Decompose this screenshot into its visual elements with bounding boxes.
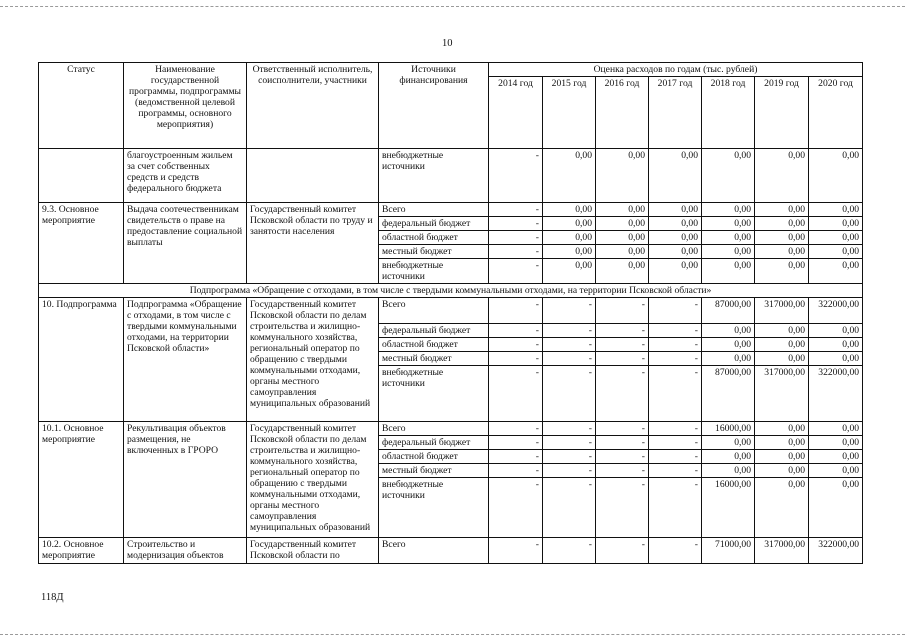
value-cell: 0,00 bbox=[702, 338, 755, 352]
value-cell: - bbox=[489, 217, 543, 231]
table-row bbox=[39, 422, 863, 436]
value-cell: - bbox=[649, 436, 702, 450]
value-cell: 0,00 bbox=[809, 422, 863, 436]
footer-code: 118Д bbox=[41, 592, 64, 603]
status-cell: 9.3. Основное мероприятие bbox=[39, 203, 124, 284]
value-cell: - bbox=[596, 478, 649, 538]
header-status: Статус bbox=[39, 63, 124, 149]
value-cell: 0,00 bbox=[649, 231, 702, 245]
header-name: Наименование государственной программы, подпрограммы (ведомственной целевой программы, основного мероприятия) bbox=[124, 63, 247, 149]
header-year: 2014 год bbox=[489, 77, 543, 149]
value-cell: - bbox=[543, 324, 596, 338]
scan-border-top bbox=[0, 6, 905, 7]
header-year: 2017 год bbox=[649, 77, 702, 149]
value-cell: 0,00 bbox=[543, 245, 596, 259]
value-cell: 0,00 bbox=[755, 324, 809, 338]
value-cell: - bbox=[543, 538, 596, 564]
table-row bbox=[39, 203, 863, 217]
value-cell: - bbox=[489, 203, 543, 217]
value-cell: 0,00 bbox=[649, 259, 702, 284]
source-cell: федеральный бюджет bbox=[379, 217, 489, 231]
value-cell: - bbox=[649, 478, 702, 538]
source-cell: федеральный бюджет bbox=[379, 324, 489, 338]
value-cell: 0,00 bbox=[755, 478, 809, 538]
value-cell: - bbox=[489, 245, 543, 259]
value-cell: - bbox=[596, 436, 649, 450]
value-cell: - bbox=[596, 352, 649, 366]
expenditure-table bbox=[38, 62, 863, 564]
value-cell: 0,00 bbox=[755, 203, 809, 217]
value-cell: 0,00 bbox=[702, 436, 755, 450]
value-cell: 0,00 bbox=[702, 231, 755, 245]
header-year: 2018 год bbox=[702, 77, 755, 149]
value-cell: 0,00 bbox=[649, 149, 702, 203]
value-cell: 0,00 bbox=[809, 217, 863, 231]
value-cell: 0,00 bbox=[809, 149, 863, 203]
value-cell: 317000,00 bbox=[755, 298, 809, 324]
value-cell: 0,00 bbox=[702, 450, 755, 464]
table-row bbox=[39, 538, 863, 564]
value-cell: 0,00 bbox=[755, 259, 809, 284]
value-cell: 0,00 bbox=[755, 422, 809, 436]
header-sources: Источники финансирования bbox=[379, 63, 489, 149]
source-cell: местный бюджет bbox=[379, 352, 489, 366]
table-row bbox=[39, 149, 863, 203]
value-cell: 0,00 bbox=[809, 203, 863, 217]
value-cell: - bbox=[596, 422, 649, 436]
source-cell: местный бюджет bbox=[379, 245, 489, 259]
value-cell: - bbox=[596, 464, 649, 478]
value-cell: 317000,00 bbox=[755, 538, 809, 564]
value-cell: 0,00 bbox=[755, 436, 809, 450]
value-cell: 0,00 bbox=[702, 149, 755, 203]
value-cell: 0,00 bbox=[649, 203, 702, 217]
source-cell: Всего bbox=[379, 203, 489, 217]
value-cell: 0,00 bbox=[543, 149, 596, 203]
executor-cell bbox=[247, 149, 379, 203]
source-cell: областной бюджет bbox=[379, 338, 489, 352]
value-cell: 0,00 bbox=[809, 464, 863, 478]
source-cell: федеральный бюджет bbox=[379, 436, 489, 450]
status-cell: 10.2. Основное мероприятие bbox=[39, 538, 124, 564]
source-cell: внебюджетные источники bbox=[379, 366, 489, 422]
value-cell: 0,00 bbox=[755, 149, 809, 203]
value-cell: 87000,00 bbox=[702, 298, 755, 324]
header-year: 2015 год bbox=[543, 77, 596, 149]
value-cell: 0,00 bbox=[702, 217, 755, 231]
value-cell: - bbox=[596, 366, 649, 422]
value-cell: - bbox=[489, 338, 543, 352]
value-cell: - bbox=[489, 298, 543, 324]
value-cell: 0,00 bbox=[755, 450, 809, 464]
value-cell: - bbox=[489, 149, 543, 203]
value-cell: 0,00 bbox=[649, 217, 702, 231]
header-year: 2020 год bbox=[809, 77, 863, 149]
value-cell: - bbox=[596, 298, 649, 324]
value-cell: - bbox=[543, 366, 596, 422]
source-cell: областной бюджет bbox=[379, 231, 489, 245]
value-cell: 0,00 bbox=[596, 245, 649, 259]
value-cell: 0,00 bbox=[702, 352, 755, 366]
value-cell: 0,00 bbox=[809, 259, 863, 284]
header-year: 2016 год bbox=[596, 77, 649, 149]
name-cell: Подпрограмма «Обращение с отходами, в том числе с твердыми коммунальными отходами, на территории Псковской области» bbox=[124, 298, 247, 422]
status-cell: 10. Подпрограмма bbox=[39, 298, 124, 422]
value-cell: - bbox=[489, 352, 543, 366]
value-cell: - bbox=[489, 259, 543, 284]
source-cell: внебюджетные источники bbox=[379, 478, 489, 538]
value-cell: - bbox=[649, 538, 702, 564]
value-cell: - bbox=[649, 352, 702, 366]
value-cell: 0,00 bbox=[702, 203, 755, 217]
value-cell: - bbox=[649, 324, 702, 338]
value-cell: - bbox=[489, 450, 543, 464]
executor-cell: Государственный комитет Псковской области по делам строительства и жилищно-коммунального хозяйства, региональный оператор по обращению с твердыми коммунальными отходами, органы местного самоуправления муниципальных образований bbox=[247, 298, 379, 422]
value-cell: 0,00 bbox=[596, 217, 649, 231]
value-cell: 16000,00 bbox=[702, 422, 755, 436]
value-cell: - bbox=[543, 450, 596, 464]
name-cell: Рекультивация объектов размещения, не включенных в ГРОРО bbox=[124, 422, 247, 538]
value-cell: - bbox=[543, 338, 596, 352]
value-cell: - bbox=[543, 436, 596, 450]
name-cell: Строительство и модернизация объектов bbox=[124, 538, 247, 564]
value-cell: 71000,00 bbox=[702, 538, 755, 564]
value-cell: 0,00 bbox=[809, 478, 863, 538]
value-cell: 0,00 bbox=[809, 450, 863, 464]
executor-cell: Государственный комитет Псковской области по делам строительства и жилищно-коммунального хозяйства, региональный оператор по обращению с твердыми коммунальными отходами, органы местного самоуправления муниципальных образований bbox=[247, 422, 379, 538]
value-cell: - bbox=[649, 422, 702, 436]
value-cell: 0,00 bbox=[596, 231, 649, 245]
value-cell: 322000,00 bbox=[809, 538, 863, 564]
subprogram-row bbox=[39, 284, 863, 298]
source-cell: местный бюджет bbox=[379, 464, 489, 478]
value-cell: 0,00 bbox=[755, 352, 809, 366]
value-cell: 0,00 bbox=[809, 324, 863, 338]
value-cell: 0,00 bbox=[702, 464, 755, 478]
value-cell: 0,00 bbox=[755, 464, 809, 478]
value-cell: - bbox=[489, 366, 543, 422]
page-number: 10 bbox=[442, 38, 453, 49]
value-cell: - bbox=[543, 352, 596, 366]
value-cell: 322000,00 bbox=[809, 366, 863, 422]
name-cell: благоустроенным жильем за счет собственных средств и средств федерального бюджета bbox=[124, 149, 247, 203]
value-cell: 0,00 bbox=[755, 217, 809, 231]
value-cell: 0,00 bbox=[543, 203, 596, 217]
value-cell: - bbox=[489, 436, 543, 450]
source-cell: Всего bbox=[379, 538, 489, 564]
value-cell: 0,00 bbox=[596, 149, 649, 203]
value-cell: 322000,00 bbox=[809, 298, 863, 324]
status-cell bbox=[39, 149, 124, 203]
value-cell: - bbox=[649, 338, 702, 352]
value-cell: 0,00 bbox=[543, 231, 596, 245]
executor-cell: Государственный комитет Псковской области по труду и занятости населения bbox=[247, 203, 379, 284]
source-cell: внебюджетные источники bbox=[379, 149, 489, 203]
value-cell: - bbox=[489, 324, 543, 338]
table-row bbox=[39, 298, 863, 324]
value-cell: - bbox=[649, 366, 702, 422]
value-cell: 0,00 bbox=[702, 245, 755, 259]
source-cell: Всего bbox=[379, 422, 489, 436]
value-cell: 0,00 bbox=[809, 338, 863, 352]
value-cell: - bbox=[543, 478, 596, 538]
header-estimate: Оценка расходов по годам (тыс. рублей) bbox=[489, 63, 863, 77]
value-cell: - bbox=[489, 422, 543, 436]
value-cell: - bbox=[489, 231, 543, 245]
value-cell: - bbox=[596, 324, 649, 338]
value-cell: 0,00 bbox=[649, 245, 702, 259]
value-cell: 0,00 bbox=[809, 231, 863, 245]
value-cell: - bbox=[649, 464, 702, 478]
status-cell: 10.1. Основное мероприятие bbox=[39, 422, 124, 538]
header-executor: Ответственный исполнитель, соисполнители, участники bbox=[247, 63, 379, 149]
source-cell: Всего bbox=[379, 298, 489, 324]
header-row bbox=[39, 63, 863, 77]
value-cell: - bbox=[543, 298, 596, 324]
value-cell: 16000,00 bbox=[702, 478, 755, 538]
executor-cell: Государственный комитет Псковской области по bbox=[247, 538, 379, 564]
value-cell: - bbox=[649, 298, 702, 324]
name-cell: Выдача соотечественникам свидетельств о праве на предоставление социальной выплаты bbox=[124, 203, 247, 284]
value-cell: 0,00 bbox=[596, 203, 649, 217]
value-cell: 0,00 bbox=[702, 324, 755, 338]
header-year: 2019 год bbox=[755, 77, 809, 149]
value-cell: 0,00 bbox=[809, 245, 863, 259]
value-cell: 87000,00 bbox=[702, 366, 755, 422]
value-cell: 0,00 bbox=[755, 338, 809, 352]
value-cell: - bbox=[543, 464, 596, 478]
value-cell: - bbox=[489, 478, 543, 538]
scan-border-bottom bbox=[0, 634, 905, 635]
value-cell: 0,00 bbox=[809, 436, 863, 450]
value-cell: - bbox=[649, 450, 702, 464]
value-cell: 0,00 bbox=[596, 259, 649, 284]
value-cell: - bbox=[596, 338, 649, 352]
value-cell: 0,00 bbox=[755, 245, 809, 259]
source-cell: областной бюджет bbox=[379, 450, 489, 464]
value-cell: - bbox=[596, 538, 649, 564]
value-cell: 0,00 bbox=[809, 352, 863, 366]
value-cell: 0,00 bbox=[543, 217, 596, 231]
value-cell: 317000,00 bbox=[755, 366, 809, 422]
value-cell: - bbox=[489, 464, 543, 478]
value-cell: 0,00 bbox=[755, 231, 809, 245]
value-cell: 0,00 bbox=[702, 259, 755, 284]
value-cell: 0,00 bbox=[543, 259, 596, 284]
subprogram-title: Подпрограмма «Обращение с отходами, в том числе с твердыми коммунальными отходами, на территории Псковской области» bbox=[39, 284, 863, 298]
value-cell: - bbox=[596, 450, 649, 464]
value-cell: - bbox=[543, 422, 596, 436]
source-cell: внебюджетные источники bbox=[379, 259, 489, 284]
value-cell: - bbox=[489, 538, 543, 564]
